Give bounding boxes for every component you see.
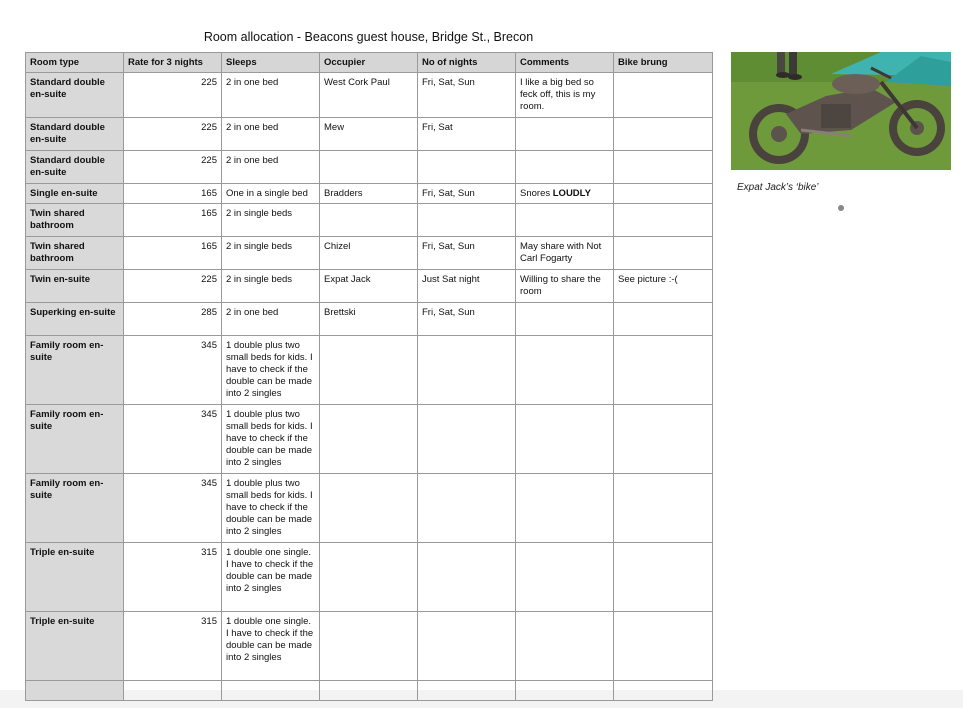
cell-occupier — [320, 474, 418, 543]
cell-rate: 225 — [124, 270, 222, 303]
header-bike: Bike brung — [614, 53, 713, 73]
header-rate: Rate for 3 nights — [124, 53, 222, 73]
cell-comments — [516, 681, 614, 701]
bullet-dot — [838, 205, 844, 211]
cell-room-type: Triple en-suite — [26, 543, 124, 612]
cell-occupier — [320, 681, 418, 701]
table-row — [26, 474, 713, 543]
header-comments: Comments — [516, 53, 614, 73]
header-occupier: Occupier — [320, 53, 418, 73]
cell-sleeps: 1 double plus two small beds for kids. I have to check if the double can be made into 2 singles — [222, 405, 320, 474]
cell-rate: 225 — [124, 151, 222, 184]
cell-nights — [418, 612, 516, 681]
cell-bike — [614, 543, 713, 612]
table-row — [26, 543, 713, 612]
cell-sleeps: 2 in one bed — [222, 151, 320, 184]
table-row — [26, 118, 713, 151]
cell-comments — [516, 184, 614, 204]
table-row — [26, 336, 713, 405]
cell-comments: I like a big bed so feck off, this is my room. — [516, 73, 614, 118]
cell-comments — [516, 204, 614, 237]
header-row — [26, 53, 713, 73]
cell-comments — [516, 336, 614, 405]
header-room-type: Room type — [26, 53, 124, 73]
cell-rate: 315 — [124, 543, 222, 612]
cell-bike — [614, 303, 713, 336]
comment-text: Snores — [520, 188, 553, 199]
table-row — [26, 303, 713, 336]
cell-rate: 285 — [124, 303, 222, 336]
cell-room-type: Single en-suite — [26, 184, 124, 204]
cell-comments: Willing to share the room — [516, 270, 614, 303]
cell-nights — [418, 151, 516, 184]
cell-nights: Fri, Sat — [418, 118, 516, 151]
cell-room-type: Standard double en-suite — [26, 73, 124, 118]
cell-sleeps — [222, 681, 320, 701]
cell-occupier — [320, 204, 418, 237]
cell-rate: 345 — [124, 336, 222, 405]
page-title: Room allocation - Beacons guest house, Bridge St., Brecon — [203, 30, 534, 44]
cell-sleeps: 1 double one single. I have to check if the double can be made into 2 singles — [222, 612, 320, 681]
cell-sleeps: 1 double plus two small beds for kids. I have to check if the double can be made into 2 singles — [222, 474, 320, 543]
cell-occupier: Brettski — [320, 303, 418, 336]
cell-comments — [516, 151, 614, 184]
cell-bike — [614, 405, 713, 474]
cell-sleeps: 2 in single beds — [222, 204, 320, 237]
cell-room-type: Superking en-suite — [26, 303, 124, 336]
cell-nights: Just Sat night — [418, 270, 516, 303]
cell-bike — [614, 73, 713, 118]
cell-bike — [614, 612, 713, 681]
cell-occupier — [320, 543, 418, 612]
cell-rate: 345 — [124, 405, 222, 474]
table-row — [26, 612, 713, 681]
cell-sleeps: 2 in one bed — [222, 118, 320, 151]
cell-bike — [614, 237, 713, 270]
photo-caption: Expat Jack’s ‘bike’ — [737, 182, 819, 193]
cell-nights: Fri, Sat, Sun — [418, 303, 516, 336]
cell-bike — [614, 204, 713, 237]
fuel-tank — [832, 74, 880, 94]
cell-room-type: Family room en-suite — [26, 405, 124, 474]
cell-bike — [614, 151, 713, 184]
cell-occupier: Expat Jack — [320, 270, 418, 303]
cell-room-type: Twin en-suite — [26, 270, 124, 303]
cell-comments: May share with Not Carl Fogarty — [516, 237, 614, 270]
cell-rate: 345 — [124, 474, 222, 543]
cell-comments — [516, 405, 614, 474]
cell-nights — [418, 543, 516, 612]
cell-nights — [418, 405, 516, 474]
cell-bike — [614, 184, 713, 204]
cell-bike — [614, 118, 713, 151]
cell-nights — [418, 204, 516, 237]
comment-emphasis: LOUDLY — [552, 188, 591, 199]
cell-nights — [418, 474, 516, 543]
cell-occupier: Chizel — [320, 237, 418, 270]
cell-bike — [614, 474, 713, 543]
cell-comments — [516, 303, 614, 336]
cell-rate: 165 — [124, 237, 222, 270]
motorcycle-photo — [731, 52, 951, 170]
cell-room-type — [26, 681, 124, 701]
cell-sleeps: 1 double one single. I have to check if the double can be made into 2 singles — [222, 543, 320, 612]
cell-occupier — [320, 405, 418, 474]
cell-room-type: Twin shared bathroom — [26, 204, 124, 237]
motorcycle-illustration — [731, 52, 951, 170]
cell-room-type: Family room en-suite — [26, 474, 124, 543]
cell-occupier — [320, 612, 418, 681]
table-row — [26, 405, 713, 474]
cell-nights — [418, 336, 516, 405]
cell-nights — [418, 681, 516, 701]
cell-sleeps: 2 in single beds — [222, 237, 320, 270]
cell-sleeps: 2 in single beds — [222, 270, 320, 303]
cell-occupier: Bradders — [320, 184, 418, 204]
engine — [821, 104, 851, 128]
cell-rate: 315 — [124, 612, 222, 681]
cell-room-type: Triple en-suite — [26, 612, 124, 681]
cell-nights: Fri, Sat, Sun — [418, 237, 516, 270]
cell-room-type: Standard double en-suite — [26, 151, 124, 184]
cell-rate: 225 — [124, 73, 222, 118]
cell-nights: Fri, Sat, Sun — [418, 184, 516, 204]
table-row — [26, 151, 713, 184]
table-row-empty — [26, 681, 713, 701]
header-nights: No of nights — [418, 53, 516, 73]
table-row — [26, 184, 713, 204]
cell-comments — [516, 118, 614, 151]
cell-room-type: Family room en-suite — [26, 336, 124, 405]
cell-occupier: Mew — [320, 118, 418, 151]
cell-rate: 225 — [124, 118, 222, 151]
cell-occupier: West Cork Paul — [320, 73, 418, 118]
cell-bike — [614, 336, 713, 405]
table-row — [26, 73, 713, 118]
header-sleeps: Sleeps — [222, 53, 320, 73]
cell-sleeps: 1 double plus two small beds for kids. I have to check if the double can be made into 2 singles — [222, 336, 320, 405]
cell-occupier — [320, 336, 418, 405]
table-row — [26, 270, 713, 303]
cell-rate: 165 — [124, 184, 222, 204]
cell-comments — [516, 543, 614, 612]
cell-room-type: Standard double en-suite — [26, 118, 124, 151]
cell-rate: 165 — [124, 204, 222, 237]
room-allocation-table — [25, 52, 713, 701]
cell-sleeps: 2 in one bed — [222, 73, 320, 118]
cell-occupier — [320, 151, 418, 184]
cell-rate — [124, 681, 222, 701]
cell-sleeps: One in a single bed — [222, 184, 320, 204]
cell-comments — [516, 474, 614, 543]
cell-nights: Fri, Sat, Sun — [418, 73, 516, 118]
table-row — [26, 237, 713, 270]
cell-comments — [516, 612, 614, 681]
cell-room-type: Twin shared bathroom — [26, 237, 124, 270]
cell-bike — [614, 681, 713, 701]
cell-sleeps: 2 in one bed — [222, 303, 320, 336]
table-row — [26, 204, 713, 237]
cell-bike: See picture :-( — [614, 270, 713, 303]
